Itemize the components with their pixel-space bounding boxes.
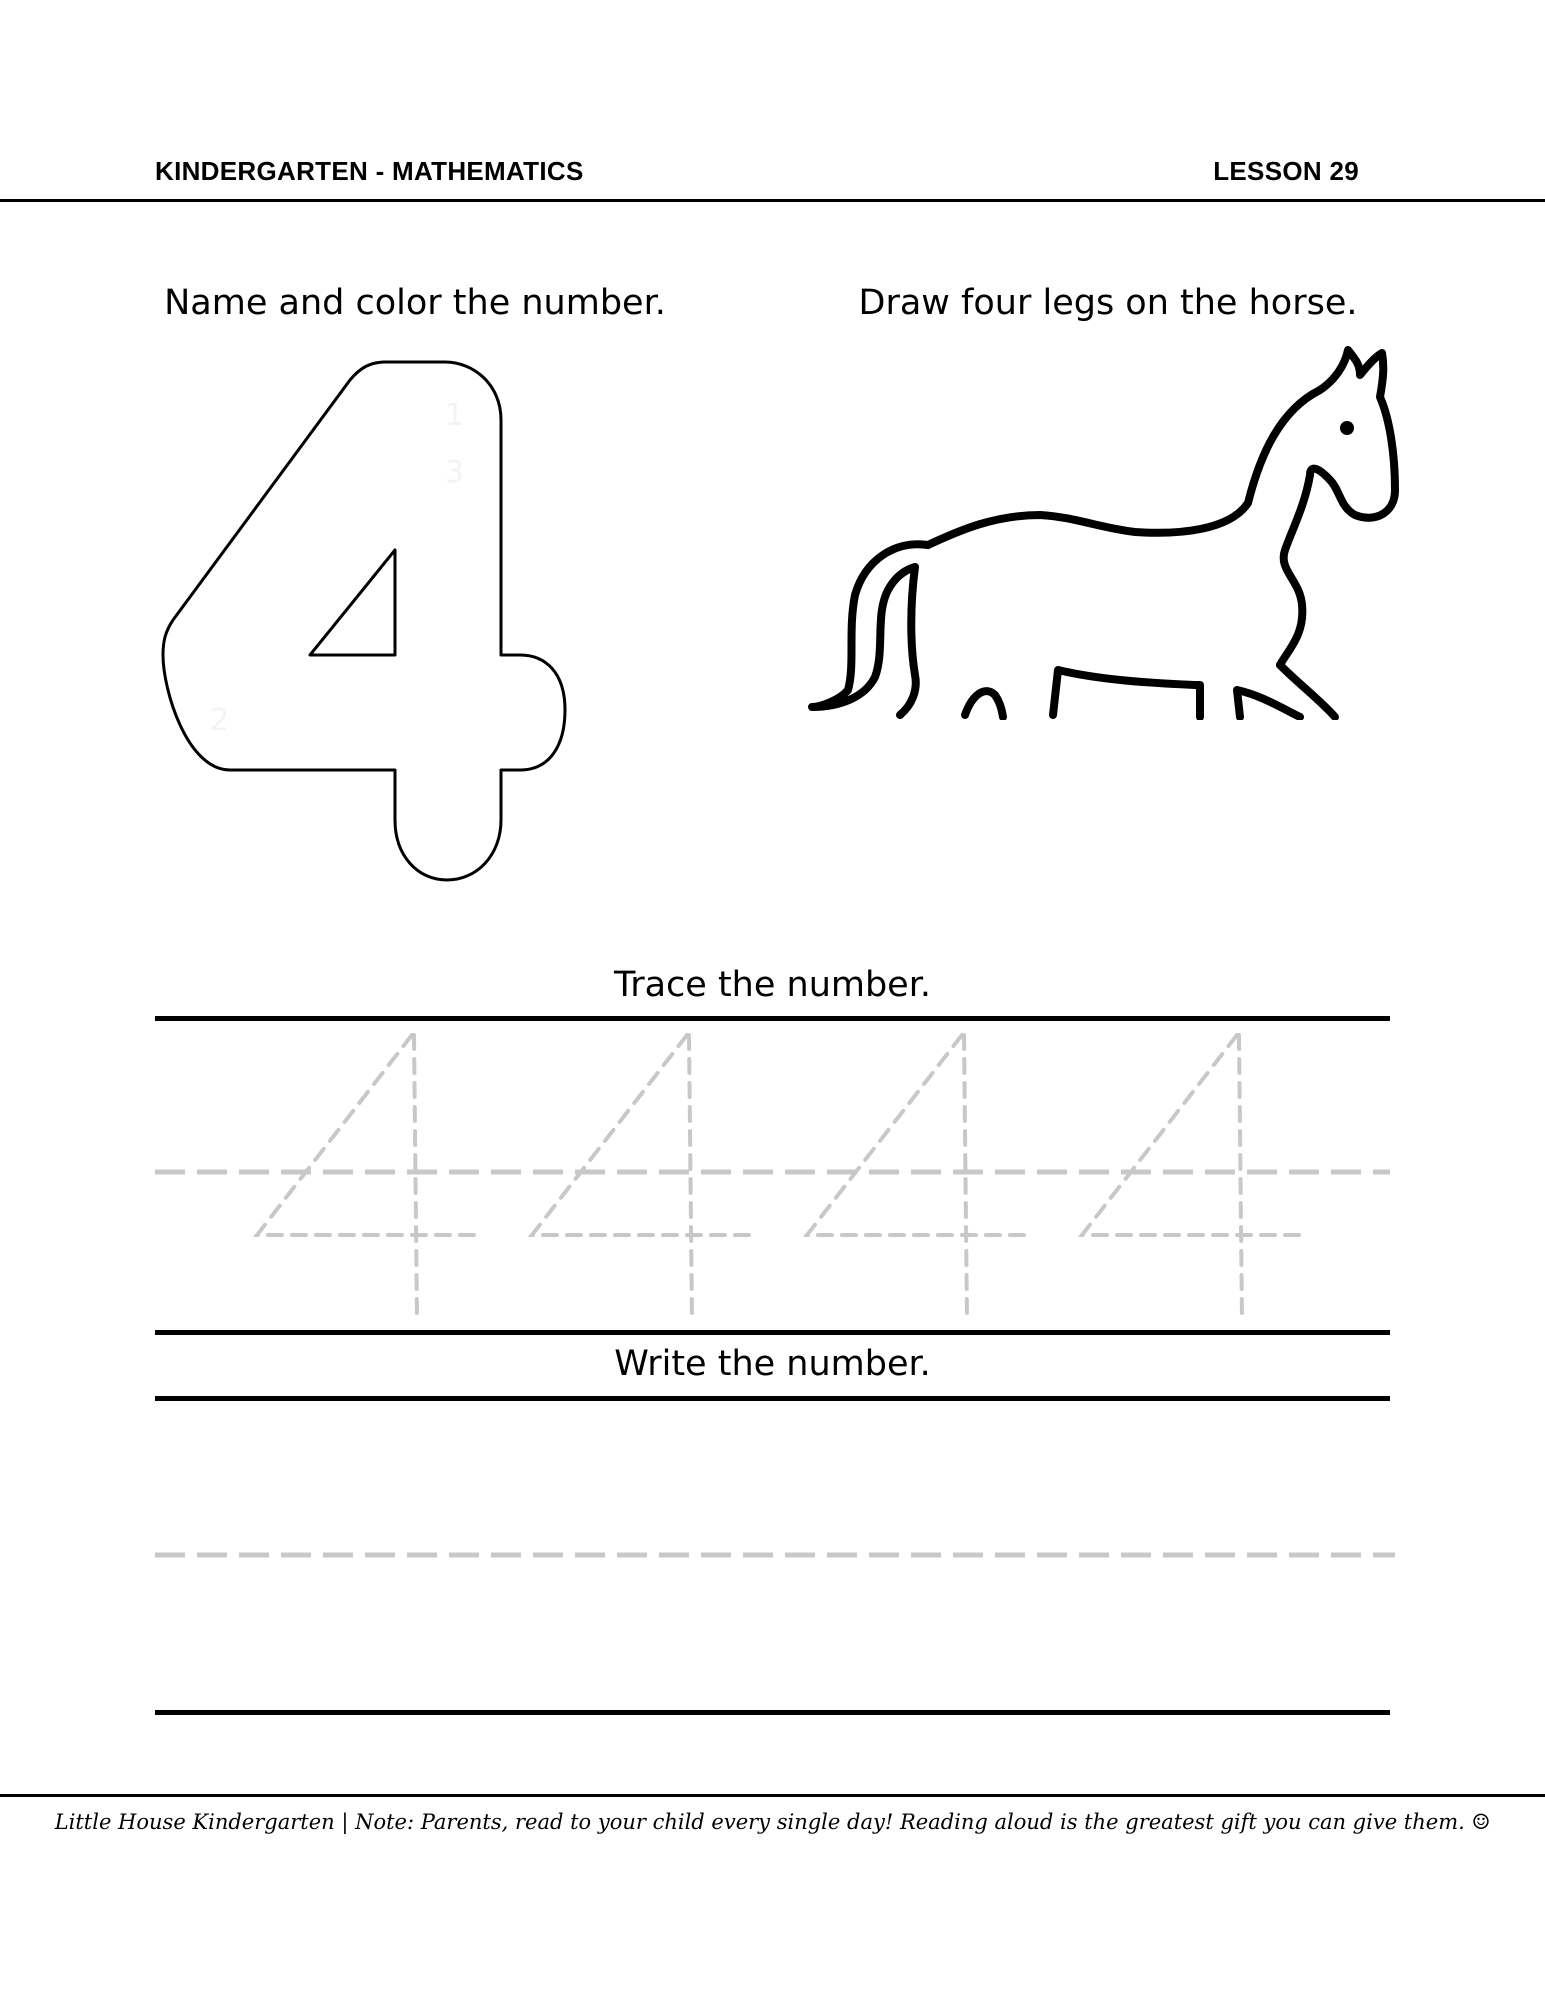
legs-instruction: Draw four legs on the horse. — [858, 283, 1358, 323]
trace-area[interactable] — [150, 1020, 1395, 1332]
write-top-line — [155, 1396, 1390, 1401]
horse-outline[interactable] — [800, 345, 1410, 735]
horse-ground-clip — [800, 720, 1410, 735]
trace-instruction: Trace the number. — [613, 965, 932, 1005]
trace-digit-2[interactable] — [532, 1035, 752, 1320]
trace-bottom-line — [155, 1330, 1390, 1335]
color-instruction: Name and color the number. — [164, 283, 666, 323]
write-bottom-line — [155, 1710, 1390, 1715]
trace-digit-3[interactable] — [807, 1035, 1027, 1320]
outlined-number-four[interactable] — [155, 350, 575, 890]
write-instruction: Write the number. — [614, 1344, 931, 1384]
stroke-order-3: 3 — [445, 455, 465, 490]
stroke-order-1: 1 — [445, 398, 465, 433]
footer-divider — [0, 1794, 1545, 1797]
worksheet-subject: KINDERGARTEN - MATHEMATICS — [155, 156, 584, 186]
trace-digit-4[interactable] — [1082, 1035, 1302, 1320]
horse-eye — [1340, 421, 1354, 435]
lesson-number: LESSON 29 — [1213, 156, 1359, 186]
header-divider — [0, 199, 1545, 202]
write-area-midline[interactable] — [155, 1550, 1395, 1560]
stroke-order-2: 2 — [210, 703, 230, 738]
trace-digit-1[interactable] — [257, 1035, 477, 1320]
footer-note: Little House Kindergarten | Note: Parents, read to your child every single day! Reading aloud is the greatest gift you can give them. ☺ — [54, 1810, 1491, 1834]
